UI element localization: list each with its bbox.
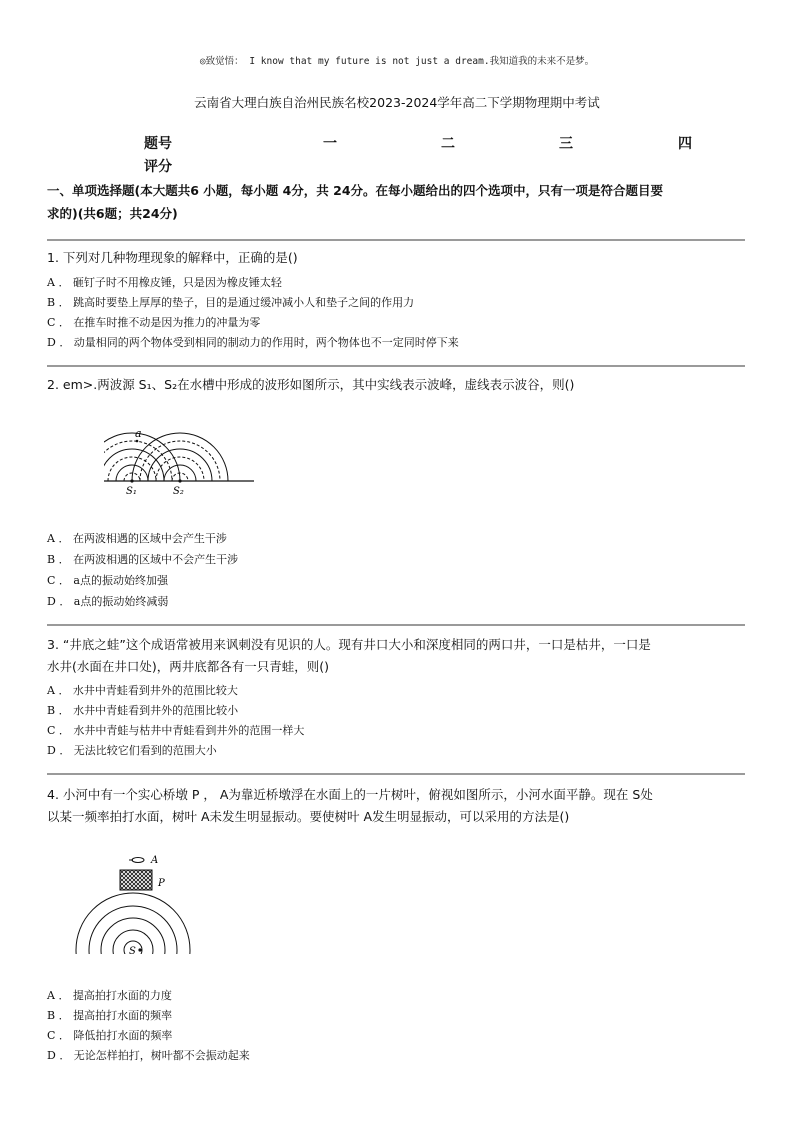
question-4-option-a: A ． 提高拍打水面的力度 xyxy=(47,989,172,1002)
source-s-label: S xyxy=(129,946,136,957)
divider xyxy=(47,624,745,626)
question-2-stem: 2. em>.两波源 S₁、S₂在水槽中形成的波形如图所示，其中实线表示波峰，虚线表示波谷，则() xyxy=(47,377,575,392)
score-table-col-4: 四 xyxy=(678,136,692,152)
divider xyxy=(47,365,745,367)
score-table-col-1: 一 xyxy=(323,136,337,152)
question-3-option-d: D ． 无法比较它们看到的范围大小 xyxy=(47,744,217,757)
score-table-col-2: 二 xyxy=(441,136,455,152)
point-a-label: a xyxy=(135,427,142,440)
question-4-option-b: B ． 提高拍打水面的频率 xyxy=(47,1009,173,1022)
source-s1-label: S₁ xyxy=(126,486,137,497)
question-1-option-c: C ． 在推车时推不动是因为推力的冲量为零 xyxy=(47,316,261,329)
leaf-a-label: A xyxy=(151,855,159,866)
question-2-option-b: B ． 在两波相遇的区域中不会产生干涉 xyxy=(47,553,239,566)
question-1-stem: 1. 下列对几种物理现象的解释中，正确的是() xyxy=(47,250,298,265)
divider xyxy=(47,773,745,775)
question-4-option-c: C ． 降低拍打水面的频率 xyxy=(47,1029,173,1042)
question-3-option-c: C ． 水井中青蛙与枯井中青蛙看到井外的范围一样大 xyxy=(47,724,305,737)
source-s2-label: S₂ xyxy=(173,486,184,497)
score-table-col-3: 三 xyxy=(559,136,573,152)
question-3-option-a: A ． 水井中青蛙看到井外的范围比较大 xyxy=(47,684,238,697)
question-3-stem-line-2: 水井(水面在井口处)，两井底都各有一只青蛙，则() xyxy=(47,659,330,674)
score-table-row-label: 评分 xyxy=(144,159,172,175)
question-1-option-d: D ． 动量相同的两个物体受到相同的制动力的作用时，两个物体也不一定同时停下来 xyxy=(47,336,459,349)
exam-title: 云南省大理白族自治州民族名校2023-2024学年高二下学期物理期中考试 xyxy=(194,95,600,110)
question-4-stem-line-2: 以某一频率拍打水面，树叶 A未发生明显振动。要使树叶 A发生明显振动，可以采用的方法是() xyxy=(47,809,570,824)
question-4-option-d: D ． 无论怎样拍打，树叶都不会振动起来 xyxy=(47,1049,250,1062)
question-4-stem-line-1: 4. 小河中有一个实心桥墩 P ， A为靠近桥墩浮在水面上的一片树叶，俯视如图所示，小河水面平静。现在 S处 xyxy=(47,787,653,802)
question-2-option-a: A ． 在两波相遇的区域中会产生干涉 xyxy=(47,532,227,545)
question-1-option-b: B ． 跳高时要垫上厚厚的垫子，目的是通过缓冲减小人和垫子之间的作用力 xyxy=(47,296,415,309)
question-1-option-a: A ． 砸钉子时不用橡皮锤，只是因为橡皮锤太轻 xyxy=(47,276,282,289)
pier-p-label: P xyxy=(158,878,165,889)
question-2-option-c: C ． a点的振动始终加强 xyxy=(47,574,168,587)
wave-interference-figure xyxy=(104,422,256,502)
question-2-option-d: D ． a点的振动始终减弱 xyxy=(47,595,169,608)
question-3-option-b: B ． 水井中青蛙看到井外的范围比较小 xyxy=(47,704,239,717)
score-table-header-label: 题号 xyxy=(144,136,172,152)
divider xyxy=(47,239,745,241)
section-heading-line-2: 求的)(共6题；共24分) xyxy=(47,206,178,221)
question-3-stem-line-1: 3. “井底之蛙”这个成语常被用来讽刺没有见识的人。现有井口大小和深度相同的两口井，一口是枯井，一口是 xyxy=(47,637,651,652)
bridge-pier-figure xyxy=(72,850,212,960)
section-heading-line-1: 一、单项选择题(本大题共6 小题，每小题 4分，共 24分。在每小题给出的四个选项中，只有一项是符合题目要 xyxy=(47,183,664,198)
header-motto: ◎致觉悟： I know that my future is not just a dream.我知道我的未来不是梦。 xyxy=(199,56,595,67)
